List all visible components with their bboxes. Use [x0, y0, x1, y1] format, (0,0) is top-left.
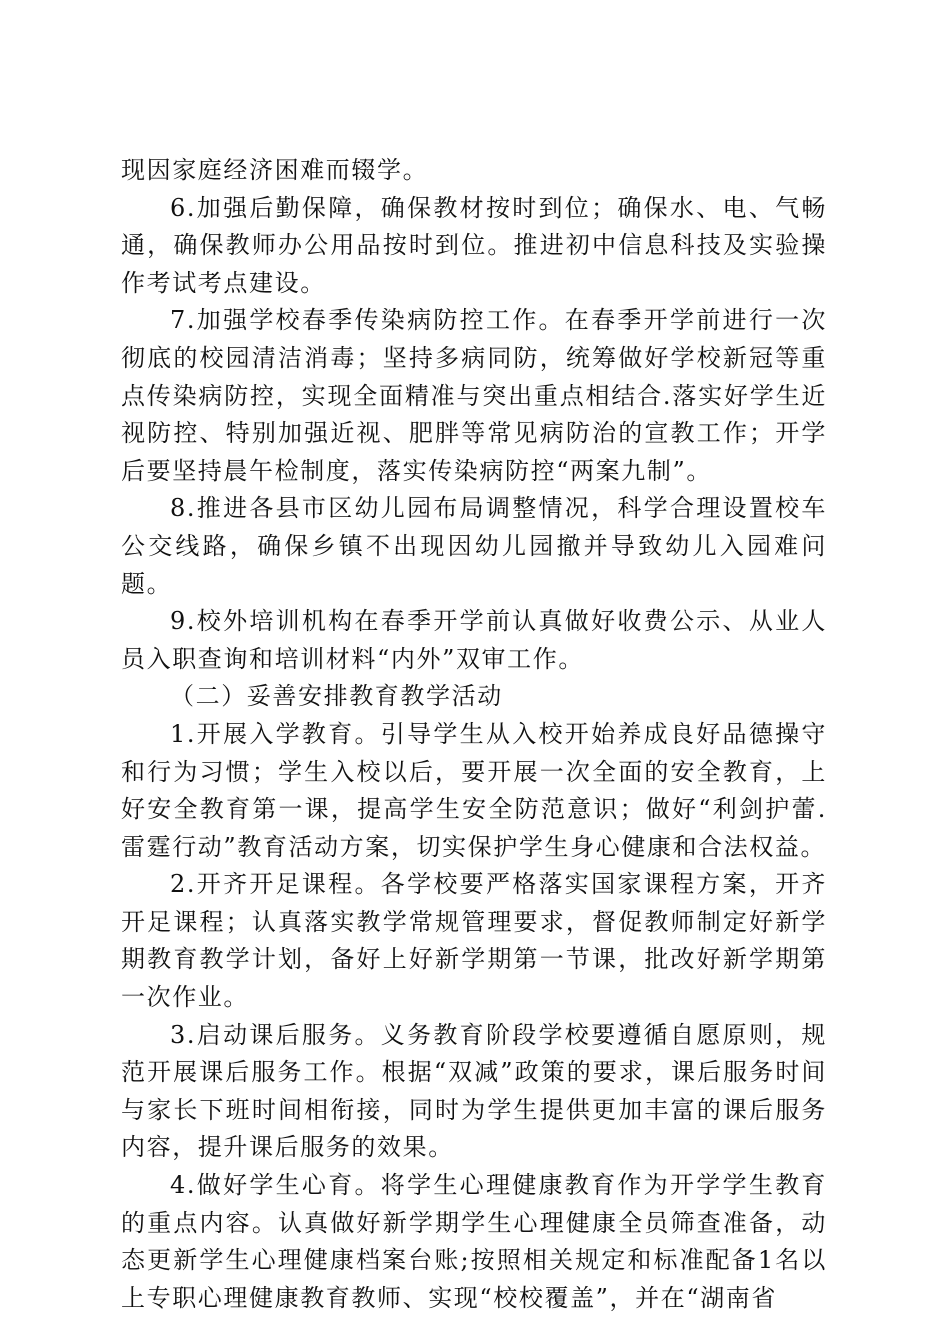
document-body [121, 152, 827, 1317]
paragraph-item-3-after-school-service: 3.启动课后服务。义务教育阶段学校要遵循自愿原则，规范开展课后服务工作。根据“双减”政策的要求，课后服务时间与家长下班时间相衔接，同时为学生提供更加丰富的课后服务内容，提升课后服务的效果。 [121, 1020, 827, 1162]
paragraph-item-8-kindergarten-layout: 8.推进各县市区幼儿园布局调整情况，科学合理设置校车公交线路，确保乡镇不出现因幼儿园撤并导致幼儿入园难问题。 [121, 494, 827, 598]
paragraph-item-2-curriculum: 2.开齐开足课程。各学校要严格落实国家课程方案，开齐开足课程；认真落实教学常规管理要求，督促教师制定好新学期教育教学计划，备好上好新学期第一节课，批改好新学期第一次作业。 [121, 870, 827, 1012]
paragraph-item-7-disease-control: 7.加强学校春季传染病防控工作。在春季开学前进行一次彻底的校园清洁消毒；坚持多病同防，统筹做好学校新冠等重点传染病防控，实现全面精准与突出重点相结合.落实好学生近视防控、特别加强近视、肥胖等常见病防治的宣教工作；开学后要坚持晨午检制度，落实传染病防控“两案九制”。 [121, 306, 827, 485]
paragraph-item-1-admission-education: 1.开展入学教育。引导学生从入校开始养成良好品德操守和行为习惯；学生入校以后，要开展一次全面的安全教育，上好安全教育第一课，提高学生安全防范意识；做好“利剑护蕾.雷霆行动”教育活动方案，切实保护学生身心健康和合法权益。 [121, 719, 827, 861]
section-heading-2: （二）妥善安排教育教学活动 [170, 682, 503, 711]
paragraph-continuation: 现因家庭经济困难而辍学。 [121, 156, 429, 184]
paragraph-item-9-training-institutions: 9.校外培训机构在春季开学前认真做好收费公示、从业人员入职查询和培训材料“内外”双审工作。 [121, 607, 827, 673]
paragraph-item-6-logistics: 6.加强后勤保障，确保教材按时到位；确保水、电、气畅通，确保教师办公用品按时到位。推进初中信息科技及实验操作考试考点建设。 [121, 193, 827, 297]
paragraph-item-4-mental-health: 4.做好学生心育。将学生心理健康教育作为开学学生教育的重点内容。认真做好新学期学生心理健康全员筛查准备，动态更新学生心理健康档案台账;按照相关规定和标准配备1名以上专职心理健康教育教师、实现“校校覆盖”，并在“湖南省 [121, 1171, 827, 1312]
